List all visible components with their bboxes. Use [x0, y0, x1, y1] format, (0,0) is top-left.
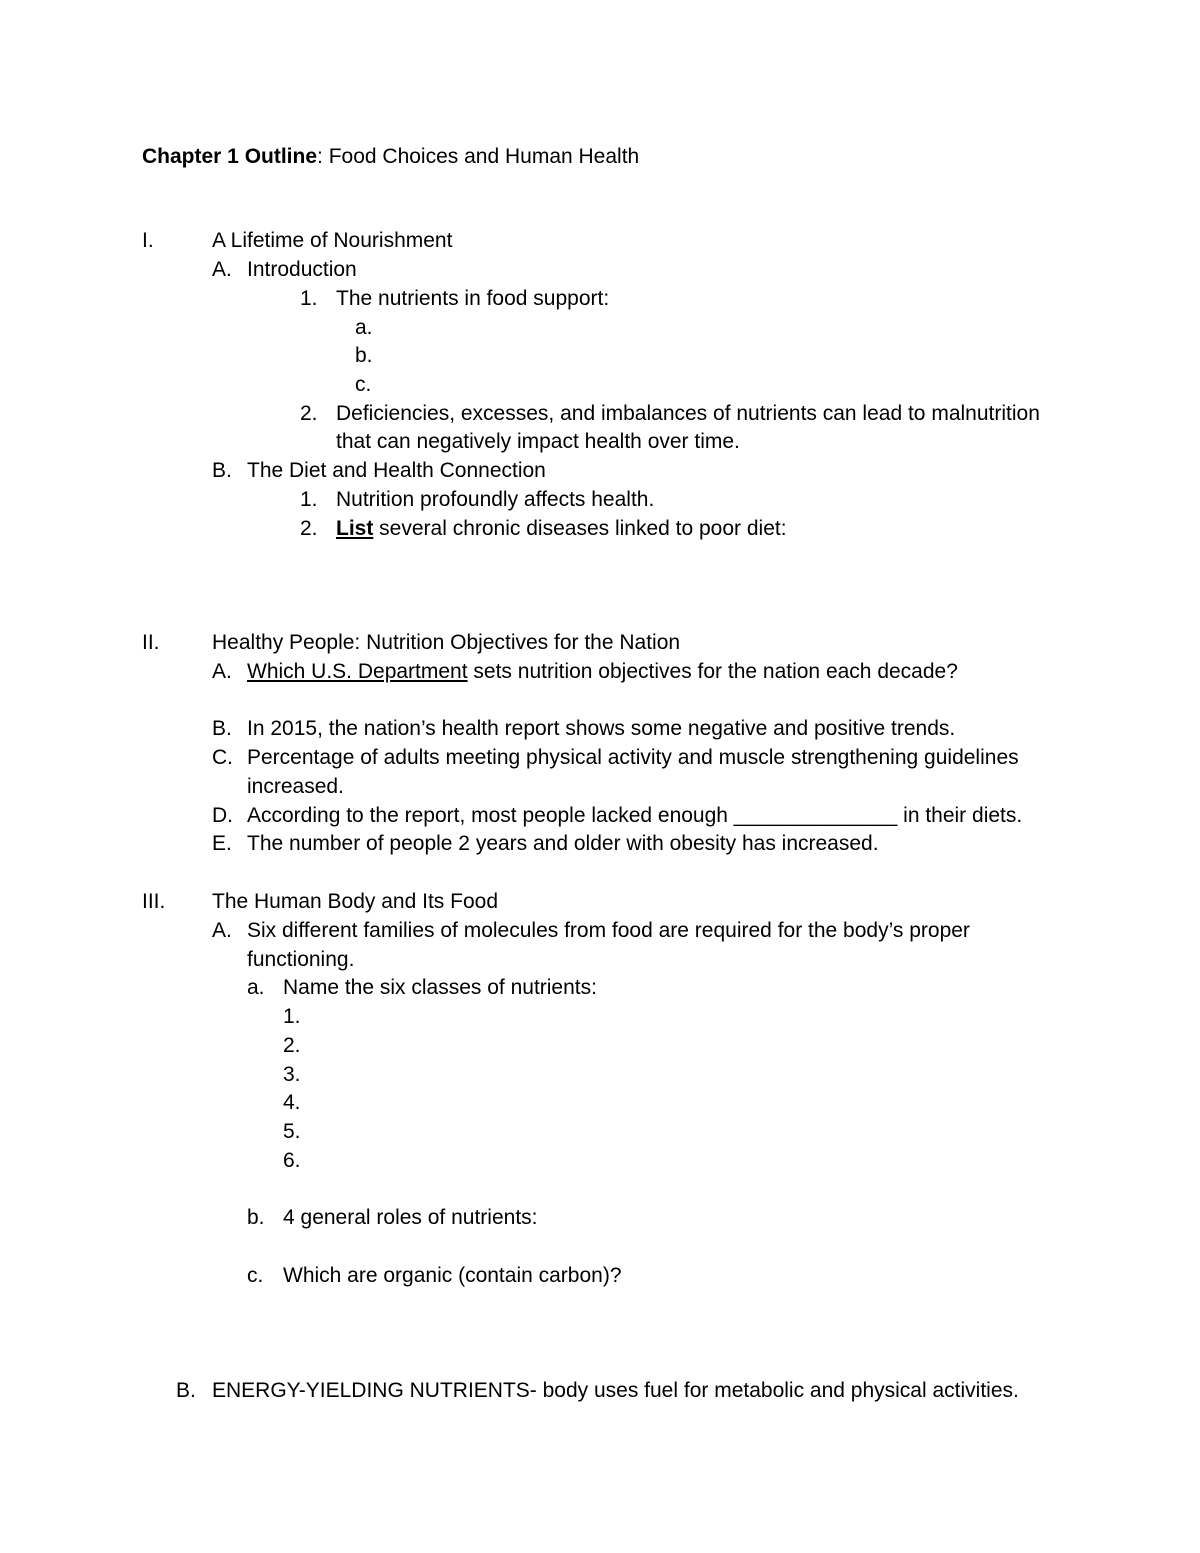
s3-a-text-line2: functioning.: [247, 948, 355, 971]
title-rest: : Food Choices and Human Health: [317, 145, 640, 168]
s2-a-underlined: Which U.S. Department: [247, 660, 468, 683]
s1-blank-c: c.: [355, 373, 372, 396]
s3-a-marker: A.: [212, 919, 232, 942]
s1-a1-text: The nutrients in food support:: [336, 287, 610, 310]
s3-a-text-line1: Six different families of molecules from food are required for the body’s proper: [247, 919, 970, 942]
s3-aa-text: Name the six classes of nutrients:: [283, 976, 597, 999]
s1-b1-text: Nutrition profoundly affects health.: [336, 488, 655, 511]
s1-a2-marker: 2.: [300, 402, 318, 425]
nutrient-blank-2: 2.: [283, 1034, 301, 1057]
s2-d-marker: D.: [212, 804, 233, 827]
section-3-heading: The Human Body and Its Food: [212, 890, 498, 913]
s1-b2-line: [336, 515, 787, 543]
s2-a-marker: A.: [212, 660, 232, 683]
s1-b2-text: several chronic diseases linked to poor diet:: [373, 517, 787, 540]
s1-b-text: The Diet and Health Connection: [247, 459, 546, 482]
page-title: [142, 143, 639, 171]
s2-c-text-line2: increased.: [247, 775, 344, 798]
section-1-heading: A Lifetime of Nourishment: [212, 229, 453, 252]
s3-aa-marker: a.: [247, 976, 265, 999]
section-1-number: I.: [142, 229, 154, 252]
section-3-number: III.: [142, 890, 166, 913]
s3-ac-text: Which are organic (contain carbon)?: [283, 1264, 622, 1287]
s1-a-marker: A.: [212, 258, 232, 281]
s2-a-text: sets nutrition objectives for the nation each decade?: [467, 660, 958, 683]
title-bold: Chapter 1 Outline: [142, 145, 318, 168]
s1-a2-text-line1: Deficiencies, excesses, and imbalances of nutrients can lead to malnutrition: [336, 402, 1040, 425]
s2-d-text: According to the report, most people lacked enough ______________ in their diets.: [247, 804, 1023, 827]
s1-b1-marker: 1.: [300, 488, 318, 511]
s2-a-line: [247, 658, 958, 686]
s1-blank-b: b.: [355, 344, 373, 367]
s3-ab-marker: b.: [247, 1206, 265, 1229]
section-2-heading: Healthy People: Nutrition Objectives for the Nation: [212, 631, 681, 654]
s3-ac-marker: c.: [247, 1264, 264, 1287]
s3-b-marker: B.: [176, 1379, 196, 1402]
s1-a2-text-line2: that can negatively impact health over time.: [336, 430, 740, 453]
s1-a-text: Introduction: [247, 258, 357, 281]
nutrient-blank-1: 1.: [283, 1005, 301, 1028]
section-2-number: II.: [142, 631, 160, 654]
s1-b2-emphasis: List: [336, 517, 374, 540]
nutrient-blank-6: 6.: [283, 1149, 301, 1172]
s1-a1-marker: 1.: [300, 287, 318, 310]
s2-e-marker: E.: [212, 832, 232, 855]
s1-b2-marker: 2.: [300, 517, 318, 540]
s1-b-marker: B.: [212, 459, 232, 482]
s3-ab-text: 4 general roles of nutrients:: [283, 1206, 538, 1229]
s1-blank-a: a.: [355, 316, 373, 339]
s3-b-text: ENERGY-YIELDING NUTRIENTS- body uses fuel for metabolic and physical activities.: [212, 1379, 1019, 1402]
s2-e-text: The number of people 2 years and older with obesity has increased.: [247, 832, 879, 855]
s2-c-marker: C.: [212, 746, 233, 769]
nutrient-blank-5: 5.: [283, 1120, 301, 1143]
nutrient-blank-4: 4.: [283, 1091, 301, 1114]
s2-b-marker: B.: [212, 717, 232, 740]
s2-c-text-line1: Percentage of adults meeting physical activity and muscle strengthening guidelines: [247, 746, 1019, 769]
nutrient-blank-3: 3.: [283, 1063, 301, 1086]
s2-b-text: In 2015, the nation’s health report shows some negative and positive trends.: [247, 717, 956, 740]
